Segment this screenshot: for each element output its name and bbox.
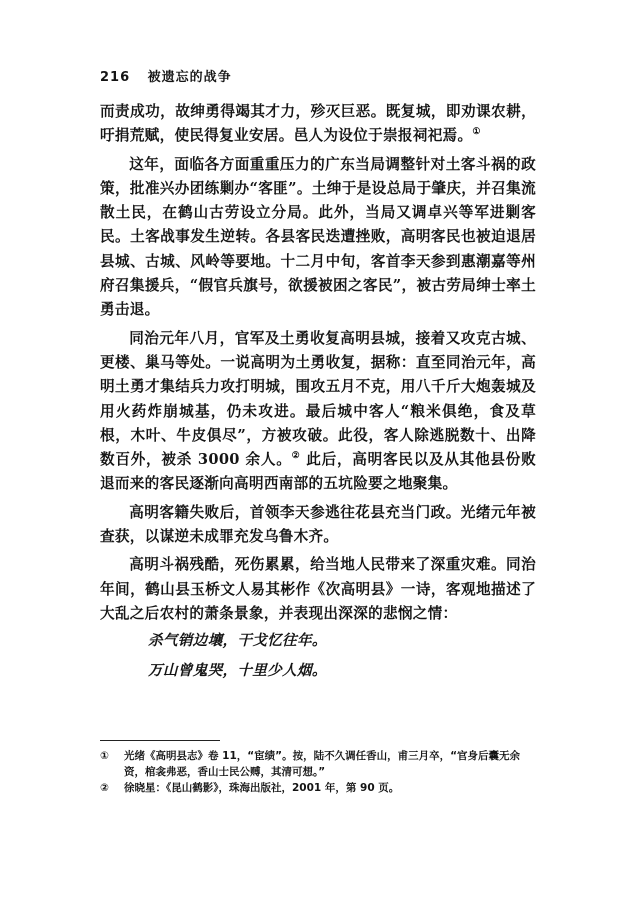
book-title: 被遗忘的战争 — [147, 70, 232, 85]
footnotes — [100, 748, 536, 796]
paragraph-1: 而责成功，故绅勇得竭其才力，殄灭巨恶。既复城，即劝课农耕，吁捐荒赋，使民得复业安居。邑人为设位于崇报祠祀焉。① — [100, 103, 536, 145]
paragraph-3: 同治元年八月，官军及土勇收复高明县城，接着又攻克古城、更楼、巢马等处。一说高明为土勇收复，据称：直至同治元年，高明土勇才集结兵力攻打明城，围攻五月不克，用八千斤大炮轰城及用火药炸崩城基，仍未攻进。最后城中客人“粮米俱绝，食及草根，木叶、牛皮俱尽”，方被攻破。此役，客人除逃脱数十、出降数百外，被杀 3000 余人。② 此后，高明客民以及从其他县份败退而来的客民逐渐向高明西南部的五坑险要之地聚集。 — [100, 329, 537, 493]
footnote-text: 光绪《高明县志》卷 11，“宦绩”。按，陆不久调任香山，甫三月卒，“官身后囊无余资，棺衾弗恶，香山士民公赙，其清可想。” — [124, 750, 520, 778]
footnote-mark: ① — [100, 750, 109, 762]
paragraph-2: 这年，面临各方面重重压力的广东当局调整针对土客斗祸的政策，批准兴办团练剿办“客匪”。土绅于是设总局于肇庆，并召集流散土民，在鹤山古劳设立分局。此外，当局又调卓兴等军进剿客民。土客战事发生逆转。各县客民迭遭挫败，高明客民也被迫退居县城、古城、风岭等要地。十二月中旬，客首李天参到惠潮嘉等州府召集援兵，“假官兵旗号，欲援被困之客民”，被古劳局绅士率土勇击退。 — [100, 155, 536, 319]
footnote-1 — [100, 748, 536, 780]
body-text — [100, 100, 536, 686]
footnote-divider — [100, 740, 220, 741]
poem-line-2: 万山曾鬼哭，十里少人烟。 — [148, 662, 327, 680]
footnote-ref-1[interactable]: ① — [472, 127, 481, 138]
footnote-mark: ② — [100, 782, 109, 794]
paragraph-5: 高明斗祸残酷，死伤累累，给当地人民带来了深重灾难。同治年间，鹤山县玉桥文人易其彬作《次高明县》一诗，客观地描述了大乱之后农村的萧条景象，并表现出深深的悲悯之情： — [100, 556, 536, 622]
footnote-text: 徐晓星：《昆山鹤影》，珠海出版社，2001 年，第 90 页。 — [124, 782, 400, 794]
paragraph-4: 高明客籍失败后，首领李天参逃往花县充当门政。光绪元年被查获，以谋逆未成罪充发乌鲁木齐。 — [100, 503, 536, 546]
poem-line-1: 杀气销边壤，干戈忆往年。 — [148, 632, 327, 650]
page-number: 216 — [100, 70, 131, 85]
poem — [148, 626, 536, 686]
running-header — [100, 66, 232, 85]
footnote-2 — [100, 780, 536, 796]
footnote-ref-2[interactable]: ② — [291, 451, 301, 462]
